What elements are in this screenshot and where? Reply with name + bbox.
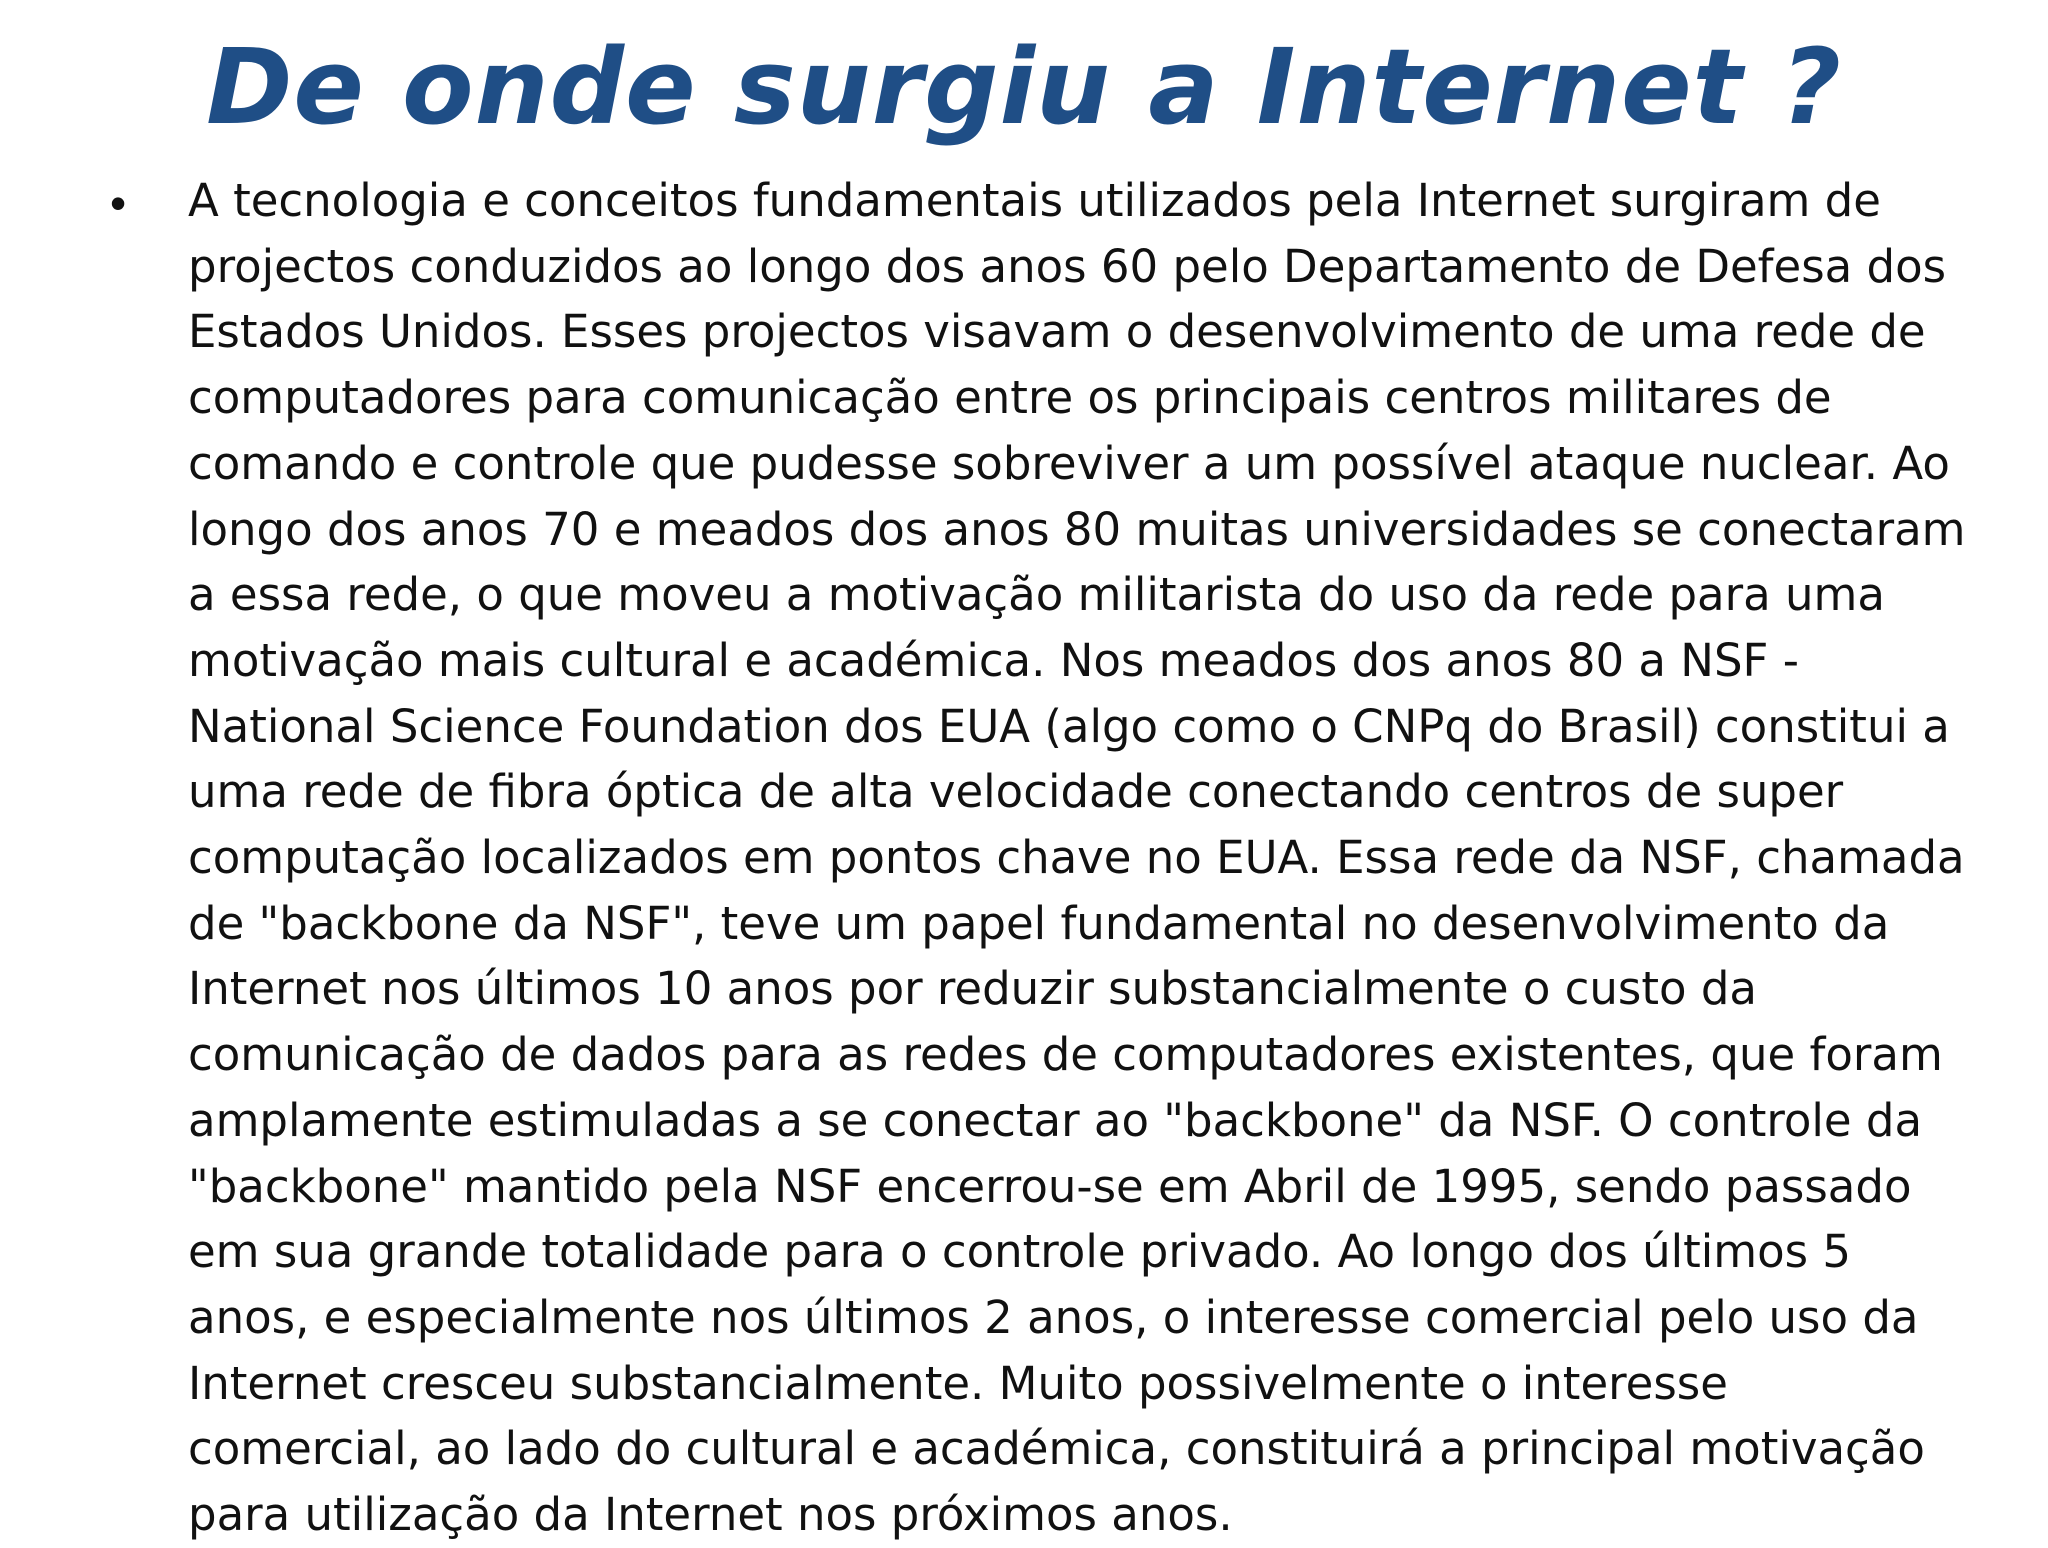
text-line: para utilização da Internet nos próximos anos. xyxy=(188,1488,1233,1542)
text-line: computação localizados em pontos chave no EUA. Essa rede da NSF, chamada xyxy=(188,831,1965,885)
text-line: de "backbone da NSF", teve um papel fundamental no desenvolvimento da xyxy=(188,896,1890,950)
text-line: anos, e especialmente nos últimos 2 anos, o interesse comercial pelo uso da xyxy=(188,1290,1919,1344)
text-line: Estados Unidos. Esses projectos visavam o desenvolvimento de uma rede de xyxy=(188,305,1926,359)
text-line: projectos conduzidos ao longo dos anos 60 pelo Departamento de Defesa dos xyxy=(188,239,1947,293)
text-line: Internet nos últimos 10 anos por reduzir substancialmente o custo da xyxy=(188,962,1758,1016)
text-line: uma rede de fibra óptica de alta velocidade conectando centros de super xyxy=(188,765,1844,819)
bullet-item xyxy=(100,168,1980,1548)
bullet-text xyxy=(188,168,1980,1548)
slide-title: De onde surgiu a Internet ? xyxy=(206,26,1842,148)
text-line: motivação mais cultural e académica. Nos meados dos anos 80 a NSF - xyxy=(188,633,1799,687)
text-line: computadores para comunicação entre os principais centros militares de xyxy=(188,371,1832,425)
text-line: longo dos anos 70 e meados dos anos 80 muitas universidades se conectaram xyxy=(188,502,1966,556)
text-line: "backbone" mantido pela NSF encerrou-se em Abril de 1995, sendo passado xyxy=(188,1159,1912,1213)
bullet-marker: • xyxy=(110,177,127,229)
text-line: comercial, ao lado do cultural e académica, constituirá a principal motivação xyxy=(188,1422,1925,1476)
text-line: a essa rede, o que moveu a motivação militarista do uso da rede para uma xyxy=(188,568,1885,622)
bullet-list xyxy=(100,168,1980,1548)
text-line: National Science Foundation dos EUA (algo como o CNPq do Brasil) constitui a xyxy=(188,699,1950,753)
text-line: comando e controle que pudesse sobreviver a um possível ataque nuclear. Ao xyxy=(188,436,1950,490)
text-line: em sua grande totalidade para o controle privado. Ao longo dos últimos 5 xyxy=(188,1225,1852,1279)
text-line: comunicação de dados para as redes de computadores existentes, que foram xyxy=(188,1028,1943,1082)
text-line: amplamente estimuladas a se conectar ao "backbone" da NSF. O controle da xyxy=(188,1093,1923,1147)
text-line: Internet cresceu substancialmente. Muito possivelmente o interesse xyxy=(188,1356,1728,1410)
text-line: A tecnologia e conceitos fundamentais utilizados pela Internet surgiram de xyxy=(188,174,1881,227)
